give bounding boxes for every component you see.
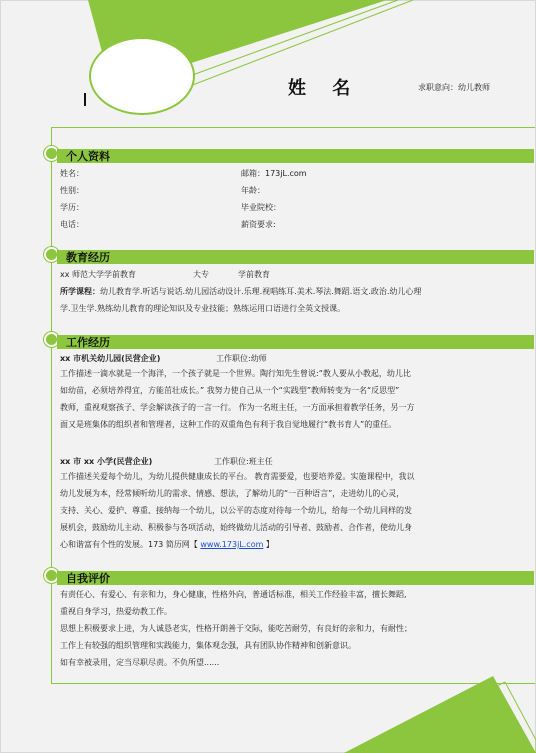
job2-company: xx 市 xx 小学(民营企业) bbox=[60, 457, 153, 466]
job2-line: 展机会，鼓励幼儿主动、积极参与各项活动，始终做幼儿活动的引导者、鼓励者、合作者，使幼儿身 bbox=[60, 523, 412, 532]
self-eval-line: 工作上有较强的组织管理和实践能力，集体观念强，具有团队协作精神和创新意识。 bbox=[60, 641, 356, 650]
section-title: 工作经历 bbox=[66, 336, 110, 349]
field-education[interactable]: 学历： bbox=[60, 203, 84, 212]
field-school[interactable]: 毕业院校： bbox=[241, 203, 281, 212]
section-self-eval-header bbox=[44, 569, 534, 585]
text-cursor bbox=[84, 93, 86, 106]
section-bar bbox=[57, 571, 534, 585]
job2-last-prefix: 心和谐富有个性的发展。173 简历网【 bbox=[60, 540, 201, 549]
field-email[interactable]: 邮箱：173jL.com bbox=[241, 169, 307, 178]
job-intent: 求职意向：幼儿教师 bbox=[418, 83, 490, 92]
job2-description bbox=[60, 468, 415, 553]
edu-courses-line2: 学.卫生学.熟练幼儿教育的理论知识及专业技能；熟练运用口语进行全英文授课。 bbox=[60, 304, 346, 313]
field-name[interactable]: 姓名： bbox=[60, 169, 84, 178]
job2-line-last bbox=[60, 536, 415, 553]
job1-description bbox=[60, 365, 415, 433]
section-title: 个人资料 bbox=[66, 150, 110, 163]
photo-placeholder[interactable] bbox=[89, 37, 195, 115]
section-education-header bbox=[44, 248, 534, 264]
job1-company: xx 市机关幼儿园(民营企业) bbox=[60, 354, 161, 363]
self-eval-line: 有责任心、有爱心、有亲和力，身心健康，性格外向，普通话标准，相关工作经验丰富，擅长舞蹈, bbox=[60, 590, 407, 599]
section-title: 教育经历 bbox=[66, 251, 110, 264]
field-age[interactable]: 年龄： bbox=[241, 186, 265, 195]
edu-degree: 大专 bbox=[193, 270, 209, 279]
self-eval-text bbox=[60, 586, 412, 671]
section-title: 自我评价 bbox=[66, 572, 110, 585]
candidate-name: 姓 名 bbox=[288, 78, 361, 99]
job2-line: 支持、关心、爱护、尊重、接纳每一个幼儿，以公平的态度对待每一个幼儿，给每一个幼儿同样的发 bbox=[60, 506, 412, 515]
self-eval-line: 重视自身学习，热爱幼教工作。 bbox=[60, 607, 172, 616]
job1-line: 工作描述一滴水就是一个海洋，一个孩子就是一个世界。陶行知先生曾说:“教人要从小教起，幼儿比 bbox=[60, 369, 411, 378]
field-gender[interactable]: 性别： bbox=[60, 186, 84, 195]
job1-line: 教师，重视观察孩子、学会解读孩子的一言一行。 作为一名班主任，一方面承担着教学任务，另一方 bbox=[60, 403, 415, 412]
job1-line: 面又是班集体的组织者和管理者，这种工作的双重角色有利于我自觉地履行“教书育人”的重任。 bbox=[60, 420, 397, 429]
self-eval-line: 如有幸被录用，定当尽职尽责。不负所望...... bbox=[60, 658, 220, 667]
section-bar bbox=[57, 250, 534, 264]
website-link[interactable]: www.173jL.com bbox=[200, 540, 264, 549]
section-personal-header bbox=[44, 147, 534, 163]
job1-line: 如幼苗，必须培养得宜，方能茁壮成长。” 我努力使自己从一个“实践型”教师转变为一名“反思型” bbox=[60, 386, 400, 395]
edu-school: xx 师范大学学前教育 bbox=[60, 270, 137, 279]
courses-text: 幼儿教育学.听话与说话.幼儿园活动设计.乐理.视唱练耳.美术.琴法.舞蹈.语文.政治.幼儿心理 bbox=[100, 287, 422, 296]
self-eval-line: 思想上积极要求上进，为人诚恳老实，性格开朗善于交际，能吃苦耐劳，有良好的亲和力，有耐性； bbox=[60, 624, 412, 633]
section-bar bbox=[57, 149, 534, 163]
edu-major: 学前教育 bbox=[238, 270, 270, 279]
courses-label: 所学课程： bbox=[60, 287, 100, 296]
section-bar bbox=[57, 335, 534, 349]
job2-last-suffix: 】 bbox=[263, 540, 274, 549]
job2-line: 幼儿发展为本，经常倾听幼儿的需求、情感、想法，了解幼儿的“一百种语言”，走进幼儿的心灵， bbox=[60, 489, 405, 498]
bottom-green-triangle bbox=[344, 676, 536, 753]
field-phone[interactable]: 电话： bbox=[60, 220, 84, 229]
section-work-header bbox=[44, 333, 534, 349]
job1-position: 工作职位:幼师 bbox=[216, 354, 267, 363]
field-salary[interactable]: 薪资要求: bbox=[241, 220, 276, 229]
job2-position: 工作职位:班主任 bbox=[214, 457, 273, 466]
job2-line: 工作描述关爱每个幼儿，为幼儿提供健康成长的平台。 教育需要爱，也要培养爱。实施课程中，我以 bbox=[60, 472, 415, 481]
edu-courses bbox=[60, 286, 421, 297]
